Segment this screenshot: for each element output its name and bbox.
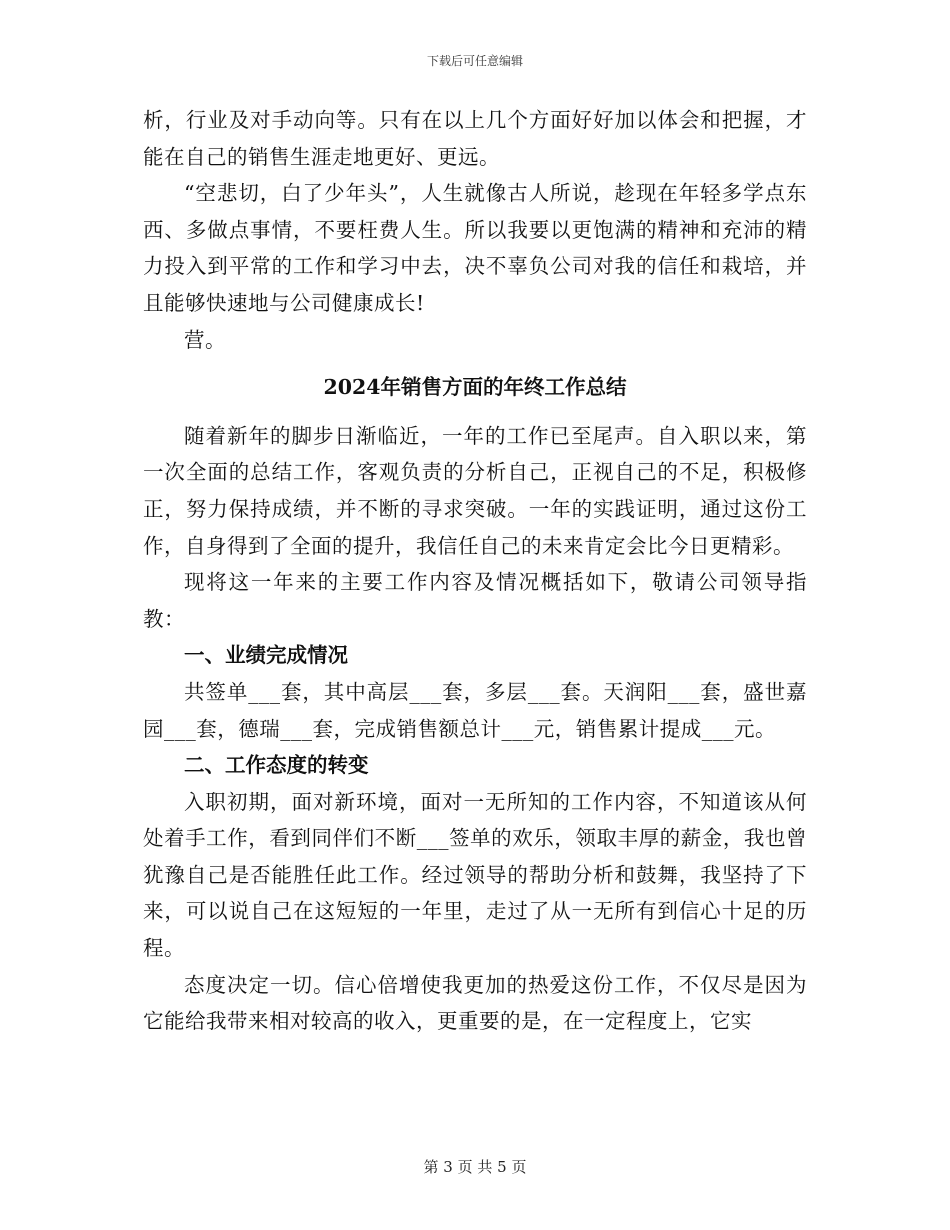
paragraph-1: 析，行业及对手动向等。只有在以上几个方面好好加以体会和把握，才能在自己的销售生涯走地更好、更远。 (143, 108, 807, 169)
paragraph-6: 共签单___套，其中高层___套，多层___套。天润阳___套，盛世嘉园___套，德瑞___套，完成销售额总计___元，销售累计提成___元。 (143, 679, 807, 741)
page-number: 第 3 页 共 5 页 (423, 1158, 527, 1176)
heading-performance: 一、业绩完成情况 (184, 643, 348, 668)
document-body (143, 102, 807, 1040)
page-header-note: 下载后可任意编辑 (426, 54, 523, 68)
paragraph-5: 现将这一年来的主要工作内容及情况概括如下，敬请公司领导指教： (143, 570, 807, 631)
paragraph-7: 入职初期，面对新环境，面对一无所知的工作内容，不知道该从何处着手工作，看到同伴们不断___签单的欢乐，领取丰厚的薪金，我也曾犹豫自己是否能胜任此工作。经过领导的帮助分析和鼓舞，我坚持了下来，可以说自己在这短短的一年里，走过了从一无所有到信心十足的历程。 (143, 789, 807, 961)
paragraph-2: “空悲切，白了少年头”，人生就像古人所说，趁现在年轻多学点东西、多做点事情，不要枉费人生。所以我要以更饱满的精神和充沛的精力投入到平常的工作和学习中去，决不辜负公司对我的信任和栽培，并且能够快速地与公司健康成长! (143, 181, 807, 315)
paragraph-4: 随着新年的脚步日渐临近，一年的工作已至尾声。自入职以来，第一次全面的总结工作，客观负责的分析自己，正视自己的不足，积极修正，努力保持成绩，并不断的寻求突破。一年的实践证明，通过这份工作，自身得到了全面的提升，我信任自己的未来肯定会比今日更精彩。 (143, 423, 807, 558)
section-title: 2024年销售方面的年终工作总结 (323, 375, 627, 400)
paragraph-3: 营。 (184, 327, 226, 352)
heading-attitude: 二、工作态度的转变 (184, 753, 369, 778)
paragraph-8: 态度决定一切。信心倍增使我更加的热爱这份工作，不仅尽是因为它能给我带来相对较高的收入，更重要的是，在一定程度上，它实 (143, 972, 807, 1034)
